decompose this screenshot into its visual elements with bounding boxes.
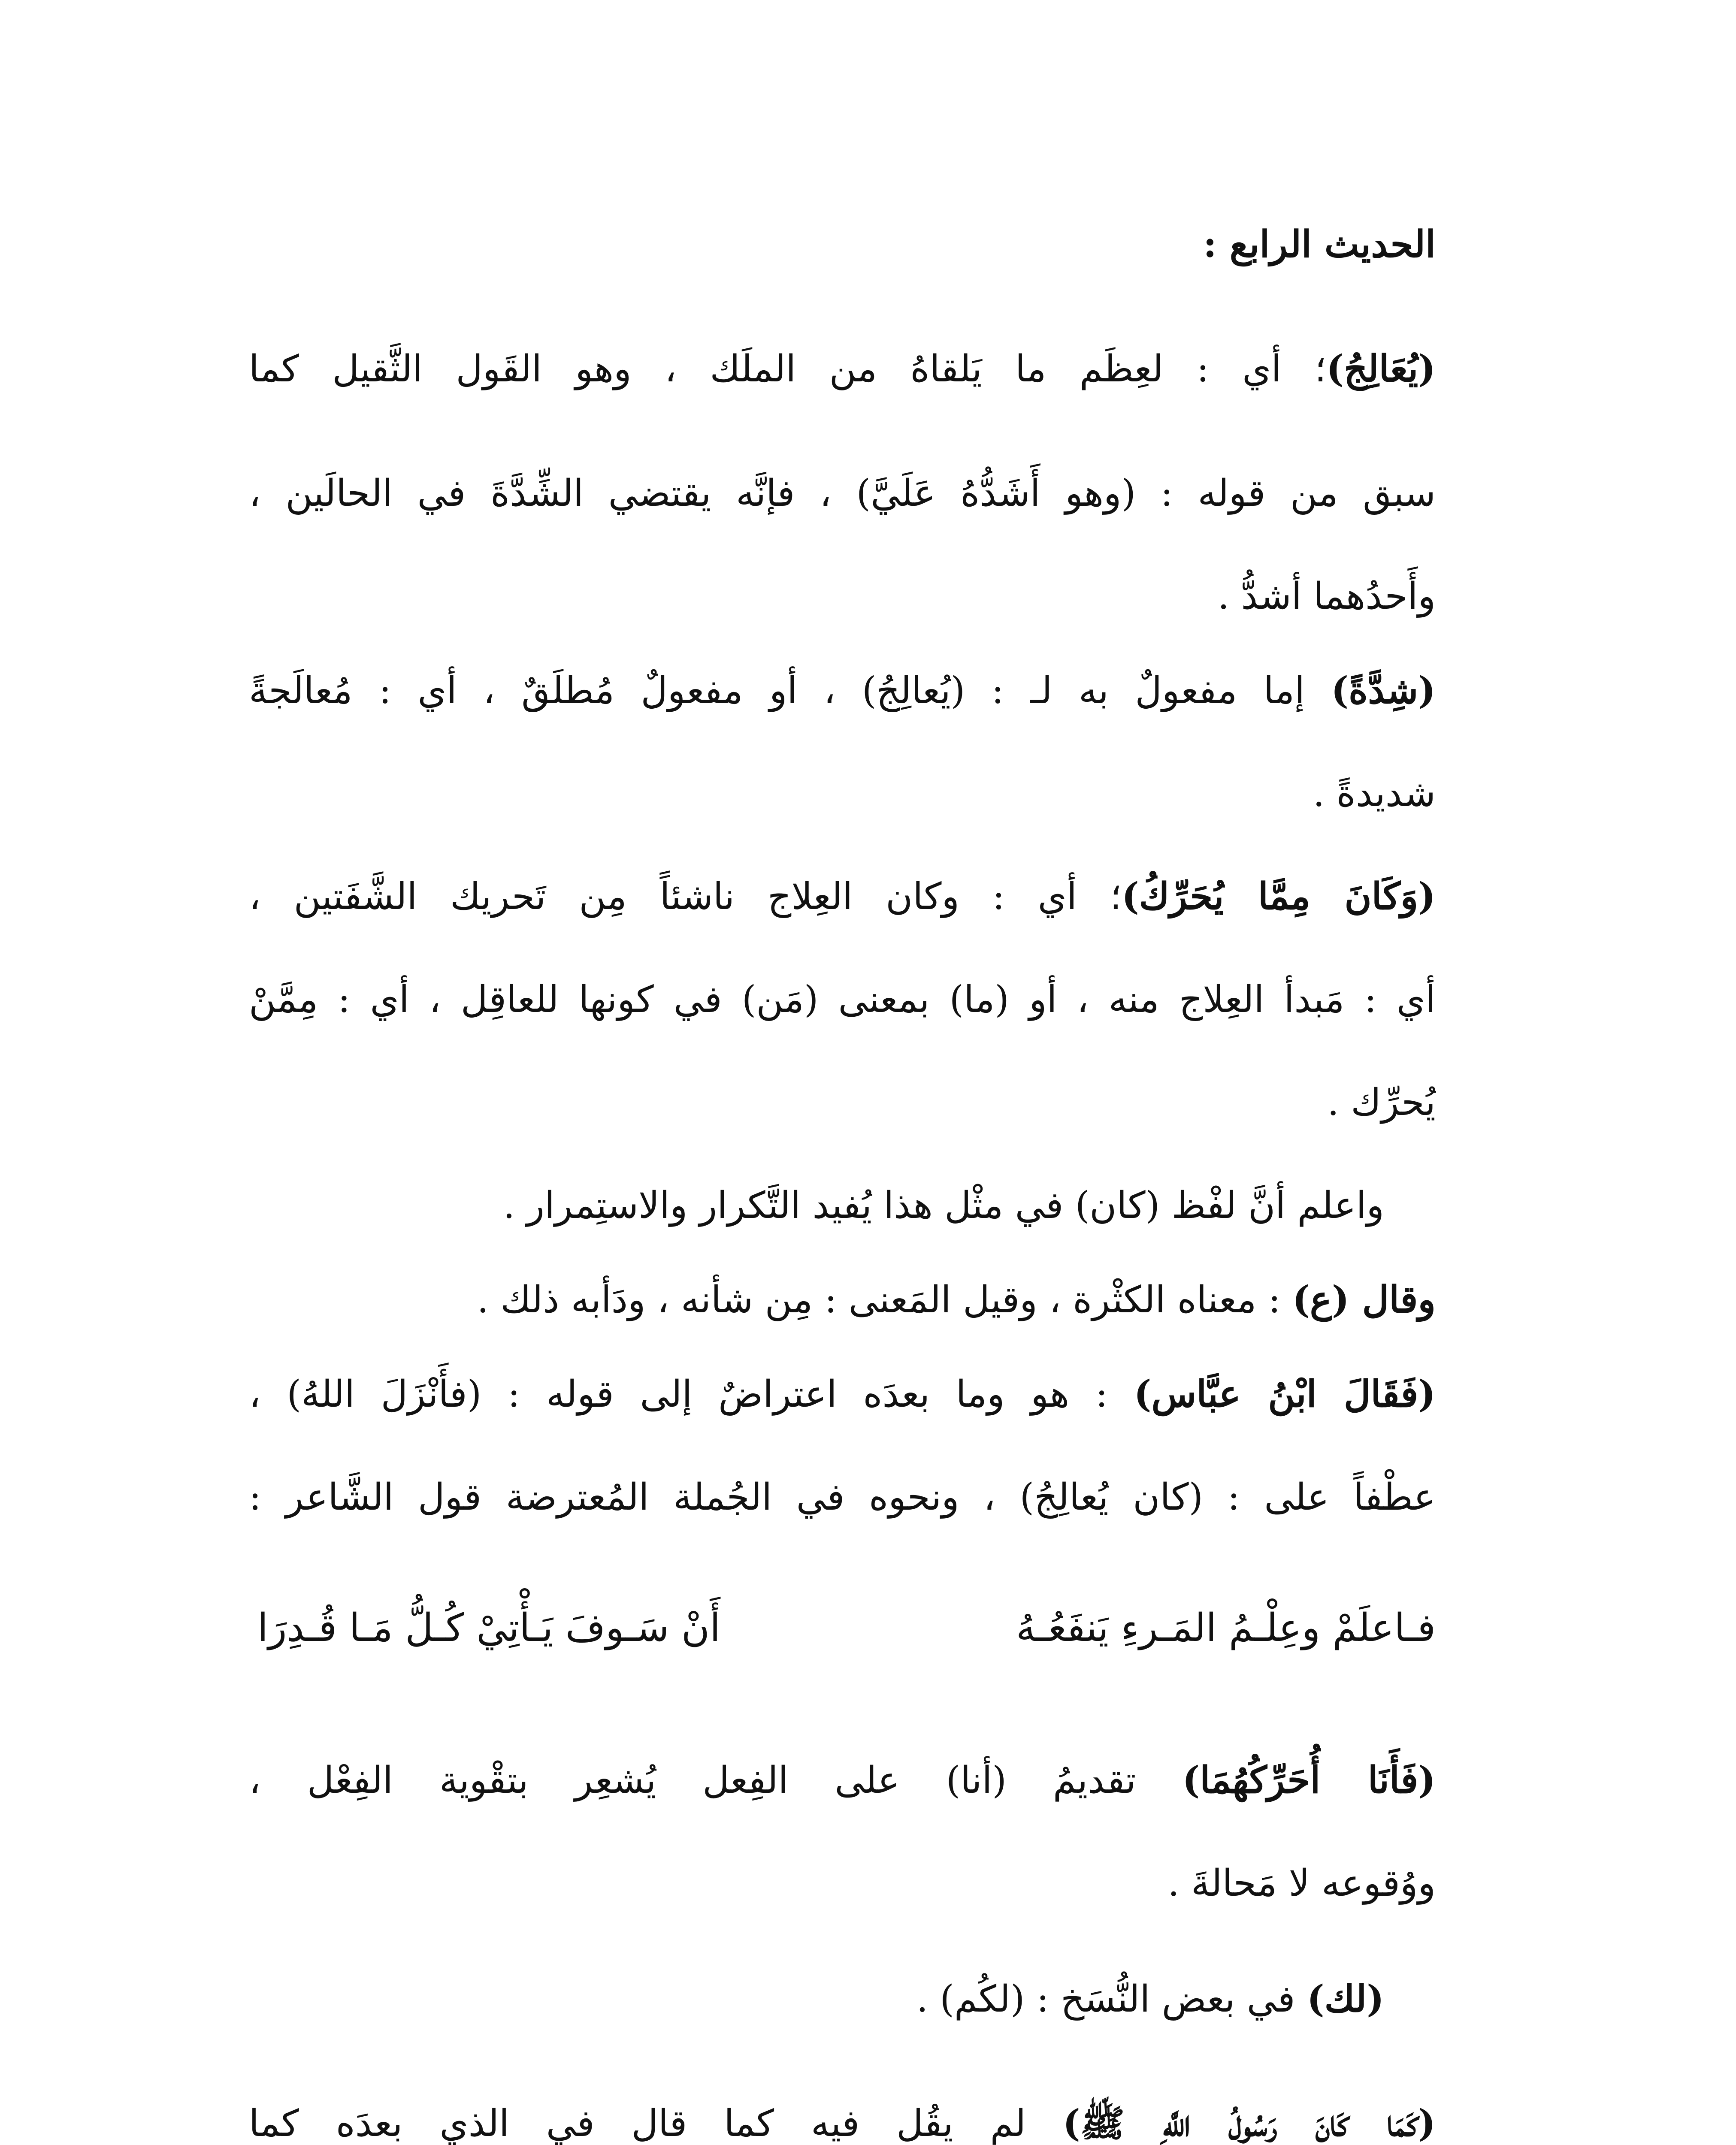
commentary-text: يُحرِّك . (1327, 1081, 1436, 1124)
commented-phrase: (يُعَالِجُ) (1326, 347, 1436, 390)
commented-phrase: وقال (ع) (1292, 1278, 1436, 1321)
text-line (249, 1270, 1436, 1330)
poetry-verse (257, 1596, 1436, 1660)
text-line (249, 339, 1436, 399)
commentary-text: لم يقُل فيه كما قال في الذي بعدَه كما (249, 2102, 1063, 2145)
text-line (249, 661, 1436, 721)
commentary-text: شديدةً . (1313, 772, 1436, 815)
commentary-text: ؛ أي : لعِظَم ما يَلقاهُ من الملَك ، وهو القَول الثَّقيل كما (249, 347, 1327, 390)
text-line (249, 1364, 1436, 1424)
commentary-text: إما مفعولٌ به لـ : (يُعالِجُ) ، أو مفعولٌ مُطلَقٌ ، أي : مُعالَجةً (249, 669, 1331, 712)
text-line (249, 1750, 1436, 1810)
commented-phrase: (شِدَّةً) (1331, 669, 1436, 712)
text-line (249, 764, 1436, 824)
text-line (249, 566, 1436, 626)
text-line (249, 1853, 1436, 1913)
verse-first-hemistich: فـاعلَمْ وعِلْـمُ المَـرءِ يَنفَعُـهُ (1016, 1605, 1436, 1650)
commented-phrase: (فَقَالَ ابْنُ عبَّاس) (1134, 1372, 1436, 1416)
commented-phrase: (فَأَنَا أُحَرِّكُهُمَا) (1182, 1758, 1436, 1802)
commentary-text: : معناه الكثْرة ، وقيل المَعنى : مِن شأنه ، ودَأبه ذلك . (477, 1278, 1293, 1321)
commentary-text: : هو وما بعدَه اعتراضٌ إلى قوله : (فأَنْزَلَ اللهُ) ، (249, 1373, 1134, 1416)
commentary-text: واعلم أنَّ لفْظ (كان) في مثْل هذا يُفيد التَّكرار والاستِمرار . (503, 1184, 1384, 1227)
section-heading (249, 214, 1436, 275)
commentary-text: وأَحدُهما أشدُّ . (1217, 575, 1436, 618)
commented-phrase: (كَمَا كَانَ رَسُولُ اللَّهِ ﷺ) (1062, 2102, 1436, 2145)
verse-second-hemistich: أَنْ سَـوفَ يَـأْتِيْ كُـلُّ مَـا قُـدِرَا (257, 1605, 721, 1650)
commented-phrase: (وَكَانَ مِمَّا يُحَرِّكُ) (1122, 875, 1436, 918)
commentary-text: سبق من قوله : (وهو أَشَدُّهُ عَلَيَّ) ، فإنَّه يقتضي الشِّدَّةَ في الحالَين ، (249, 472, 1436, 515)
commentary-text: أي : مَبدأ العِلاج منه ، أو (ما) بمعنى (مَن) في كونها للعاقِل ، أي : مِمَّنْ (249, 978, 1436, 1021)
text-line (249, 970, 1436, 1030)
text-line (249, 1175, 1384, 1236)
commented-phrase: (لك) (1307, 1977, 1384, 2021)
text-line (249, 1467, 1436, 1527)
commentary-text: تقديمُ (أنا) على الفِعل يُشعِر بتقْوية الفِعْل ، (249, 1759, 1183, 1802)
text-line (249, 1969, 1384, 2029)
commentary-text: عطْفاً على : (كان يُعالِجُ) ، ونحوه في الجُملة المُعترضة قول الشَّاعر : (249, 1476, 1436, 1519)
text-line (249, 2094, 1436, 2145)
commentary-text: في بعض النُّسَخ : (لكُم) . (916, 1978, 1307, 2021)
commentary-text: ؛ أي : وكان العِلاج ناشئاً مِن تَحريك الشَّفَتين ، (249, 875, 1122, 918)
text-line (249, 463, 1436, 523)
text-line (249, 1072, 1436, 1133)
heading-text: الحديث الرابع : (1203, 223, 1436, 266)
commentary-text: ووُقوعه لا مَحالةَ . (1167, 1862, 1436, 1905)
text-line (249, 867, 1436, 927)
